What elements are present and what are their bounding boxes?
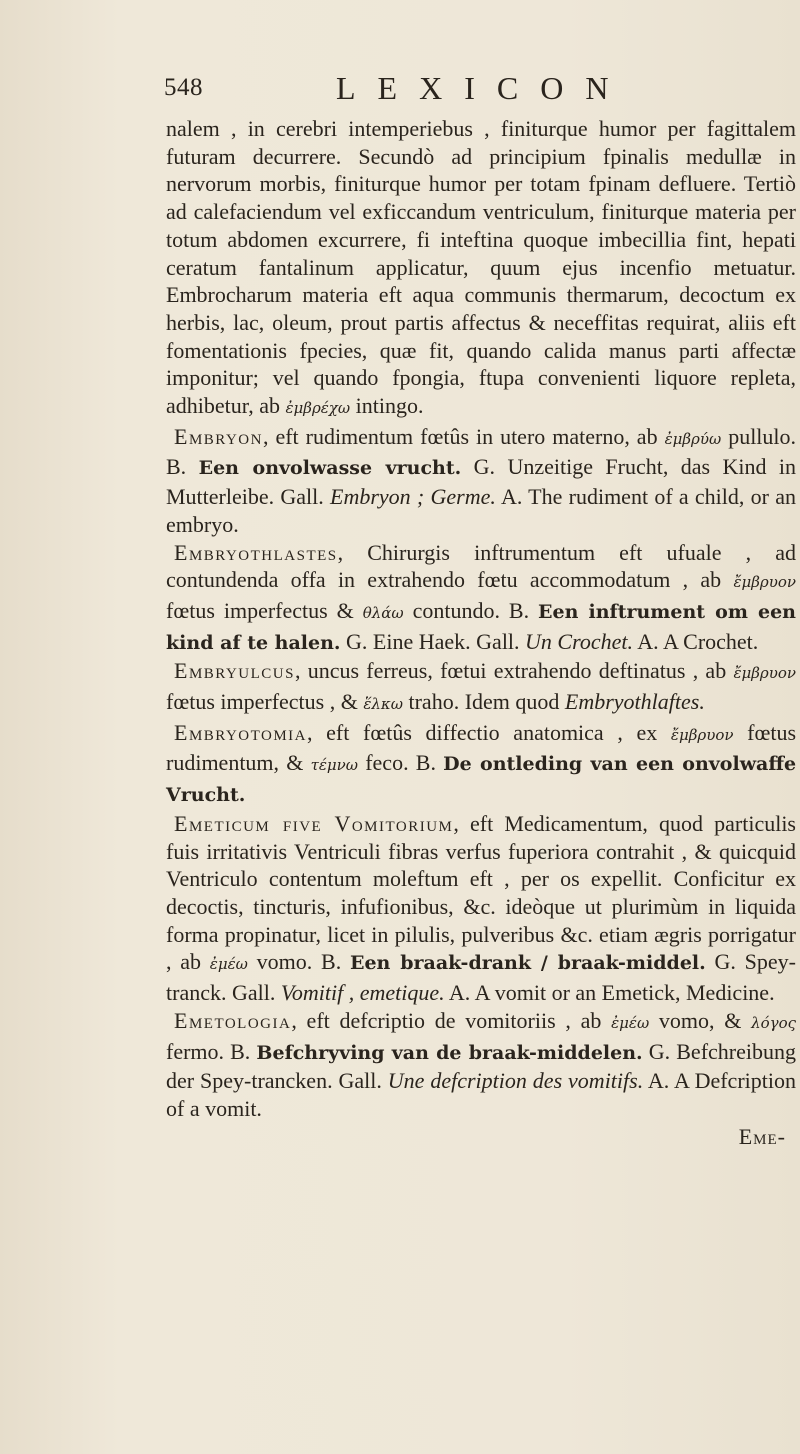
french-translation: Embryon ; Germe. [330, 484, 496, 510]
headword: Emeticum five Vomitorium [174, 810, 454, 836]
entry-text: contundo. B. [412, 597, 530, 623]
dutch-translation: De ontleding van een onvolwaffe Vrucht. [166, 753, 797, 807]
entry-text: , eft fœtûs diffectio anatomica , ex [307, 719, 658, 745]
entry-text: A. A Crochet. [637, 628, 759, 654]
entry-text: G. Unzeitige Frucht, das Kind in Mutterleibe. Gall. [166, 454, 797, 510]
greek-word: ἕλκω [363, 695, 403, 714]
headword: Embryon [174, 423, 263, 449]
entry-text: fermo. B. [166, 1038, 251, 1064]
paragraph-text: intingo. [355, 393, 424, 419]
entry-text: fœtus imperfectus , & [166, 689, 358, 715]
entry-text: A. A vomit or an Emetick, Medicine. [448, 980, 775, 1006]
greek-word: τέμνω [310, 756, 359, 775]
entry-text: , uncus ferreus, fœtui extrahendo deftinatus , ab [294, 658, 727, 684]
entry-embryotomia [166, 719, 796, 810]
greek-word: ἐμέω [209, 955, 248, 974]
entry-text: vomo, & [658, 1007, 742, 1033]
entry-text: feco. B. [365, 750, 436, 776]
headword: Embryulcus [174, 658, 295, 684]
dutch-translation: Een inftrument om een kind af te halen. [166, 600, 796, 654]
entry-text: G. Eine Haek. Gall. [346, 628, 520, 654]
headword: Embryothlastes [174, 539, 338, 565]
entry-text: , eft defcriptio de vomitoriis , ab [291, 1007, 602, 1033]
paragraph-text: nalem , in cerebri intemperiebus , finiturque humor per fagittalem futuram decurrere. Secundò ad principium fpinalis medullæ in nervorum morbis, finiturque humor per totam fpinam defluere. Tertiò ad calefaciendum vel exficcandum ventriculum, finiturque materia per totum abdomen excurrere, fi inteftina quoque imbecillia fint, hepati ceratum fantalinum applicatur, quum ejus incenfio metuatur. Embrocharum materia eft aqua communis thermarum, decoctum ex herbis, lac, oleum, prout partis affectus & neceffitas requirat, aliis eft fomentationis fpecies, quæ fit, quando calida manus parti affectæ imponitur; vel quando fpongia, ftupa convenienti liquore repleta, adhibetur, ab [166, 116, 796, 419]
entry-embryothlastes [166, 539, 796, 658]
catchword: Eme- [738, 1123, 786, 1149]
entry-embryon [166, 423, 796, 539]
greek-word: ἐμβρέχω [285, 399, 351, 418]
text-block [166, 115, 796, 1150]
entry-text: , eft rudimentum fœtûs in utero materno, ab [262, 423, 658, 449]
entry-text: G. Befchreibung der Spey-trancken. Gall. [166, 1038, 796, 1094]
greek-word: ἐμέω [611, 1013, 650, 1032]
greek-word: ἔμβρυον [670, 725, 734, 744]
page-number: 548 [164, 74, 203, 101]
entry-text: , eft Medicamentum, quod particulis fuis irritativis Ventriculi fibras verfus fuperiora contrahit , & quicquid Ventriculo contentum moleftum eft , per os expellit. Conficitur ex decoctis, tincturis, infufionibus, &c. ideòque ut plurimùm in liquida forma propinatur, licet in pilulis, pulveribus &c. etiam ægris porrigatur , ab [166, 810, 796, 975]
french-translation: Vomitif , emetique. [280, 980, 445, 1006]
dutch-translation: Een onvolwasse vrucht. [198, 457, 462, 480]
entry-text: fœtus imperfectus & [166, 597, 354, 623]
entry-text: G. Spey-tranck. Gall. [166, 949, 796, 1006]
dutch-translation: Befchryving van de braak-middelen. [256, 1041, 643, 1064]
entry-embryulcus [166, 657, 796, 718]
french-translation: Une defcription des vomitifs. [387, 1068, 644, 1094]
entry-text: vomo. B. [256, 949, 342, 975]
entry-text: A. The rudiment of a child, or an embryo. [166, 484, 796, 537]
entry-emeticum [166, 810, 796, 1007]
entry-text: pullulo. B. [166, 423, 797, 480]
greek-word: ἐμβρύω [664, 429, 722, 448]
headword: Emetologia [174, 1007, 292, 1033]
entry-text: fœtus rudimentum, & [166, 719, 797, 776]
running-head: LEXICON [336, 70, 631, 106]
entry-text: , Chirurgis inftrumentum eft ufuale , ad contundenda offa in extrahendo fœtu accommodatum , ab [166, 539, 796, 593]
cross-reference: Embryothlaftes. [564, 689, 705, 715]
greek-word: λόγος [751, 1013, 797, 1032]
headword: Embryotomia [174, 719, 308, 745]
entry-text: A. A Defcription of a vomit. [166, 1068, 796, 1121]
greek-word: ἔμβρυον [733, 573, 797, 592]
entry-text: traho. Idem quod [408, 689, 560, 715]
continued-paragraph [166, 115, 796, 423]
dutch-translation: Een braak-drank / braak-middel. [349, 952, 706, 975]
entry-emetologia [166, 1007, 796, 1123]
page-header [0, 70, 800, 110]
french-translation: Un Crochet. [525, 628, 633, 654]
greek-word: ἔμβρυον [733, 664, 796, 683]
greek-word: θλάω [362, 603, 404, 622]
